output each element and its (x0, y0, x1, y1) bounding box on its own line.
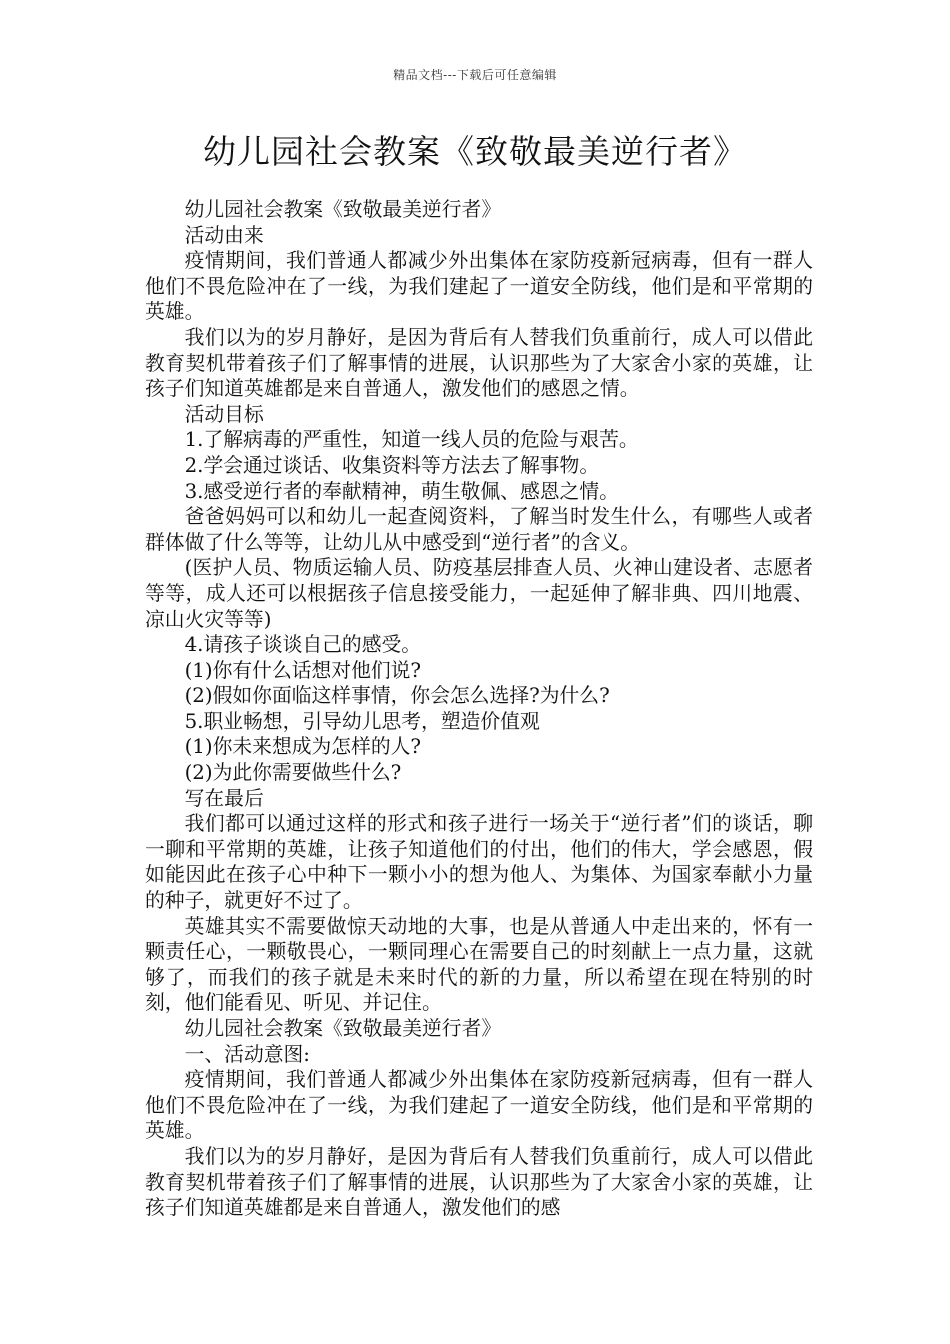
paragraph: 我们以为的岁月静好，是因为背后有人替我们负重前行，成人可以借此教育契机带着孩子们了解事情的进展，认识那些为了大家舍小家的英雄，让孩子们知道英雄都是来自普通人，激发他们的感 (145, 1144, 813, 1220)
paragraph: 爸爸妈妈可以和幼儿一起查阅资料，了解当时发生什么，有哪些人或者群体做了什么等等，让幼儿从中感受到“逆行者”的含义。 (145, 505, 813, 554)
paragraph: 疫情期间，我们普通人都减少外出集体在家防疫新冠病毒，但有一群人他们不畏危险冲在了一线，为我们建起了一道安全防线，他们是和平常期的英雄。 (145, 249, 813, 324)
paragraph: 英雄其实不需要做惊天动地的大事，也是从普通人中走出来的，怀有一颗责任心，一颗敬畏心，一颗同理心在需要自己的时刻献上一点力量，这就够了，而我们的孩子就是未来时代的新的力量，所以希望在现在特别的时刻，他们能看见、听见、并记住。 (145, 914, 813, 1015)
goal-item: 2.学会通过谈话、收集资料等方法去了解事物。 (184, 453, 600, 477)
paragraph: 我们以为的岁月静好，是因为背后有人替我们负重前行，成人可以借此教育契机带着孩子们了解事情的进展，认识那些为了大家舍小家的英雄，让孩子们知道英雄都是来自普通人，激发他们的感恩之情。 (145, 325, 813, 401)
paragraph: 疫情期间，我们普通人都减少外出集体在家防疫新冠病毒，但有一群人他们不畏危险冲在了一线，为我们建起了一道安全防线，他们是和平常期的英雄。 (145, 1068, 813, 1143)
section-heading-closing: 写在最后 (184, 786, 264, 810)
question-item: (2)假如你面临这样事情，你会怎么选择?为什么? (184, 684, 610, 708)
goal-item: 4.请孩子谈谈自己的感受。 (184, 633, 422, 657)
document-title: 幼儿园社会教案《致敬最美逆行者》 (203, 132, 747, 171)
paragraph: 我们都可以通过这样的形式和孩子进行一场关于“逆行者”们的谈话，聊一聊和平常期的英雄，让孩子知道他们的付出，他们的伟大，学会感恩，假如能因此在孩子心中种下一颗小小的想为他人、为集体、为国家奉献小力量的种子，就更好不过了。 (145, 812, 813, 913)
paragraph: (医护人员、物质运输人员、防疫基层排查人员、火神山建设者、志愿者等等，成人还可以根据孩子信息接受能力，一起延伸了解非典、四川地震、凉山火灾等等) (145, 556, 813, 631)
section-heading-intent: 一、活动意图: (184, 1042, 310, 1066)
document-body (145, 197, 813, 1221)
question-item: (2)为此你需要做些什么? (184, 761, 402, 785)
goal-item: 1.了解病毒的严重性，知道一线人员的危险与艰苦。 (184, 428, 639, 452)
question-item: (1)你未来想成为怎样的人? (184, 735, 422, 759)
paragraph-subtitle: 幼儿园社会教案《致敬最美逆行者》 (184, 198, 502, 221)
goal-item: 5.职业畅想，引导幼儿思考，塑造价值观 (184, 709, 540, 733)
question-item: (1)你有什么话想对他们说? (184, 658, 422, 682)
section-heading-goals: 活动目标 (184, 402, 264, 426)
page-header-note: 精品文档---下载后可任意编辑 (393, 68, 557, 82)
goal-item: 3.感受逆行者的奉献精神，萌生敬佩、感恩之情。 (184, 479, 619, 503)
section-heading-origin: 活动由来 (184, 223, 264, 247)
paragraph-subtitle: 幼儿园社会教案《致敬最美逆行者》 (184, 1017, 502, 1040)
